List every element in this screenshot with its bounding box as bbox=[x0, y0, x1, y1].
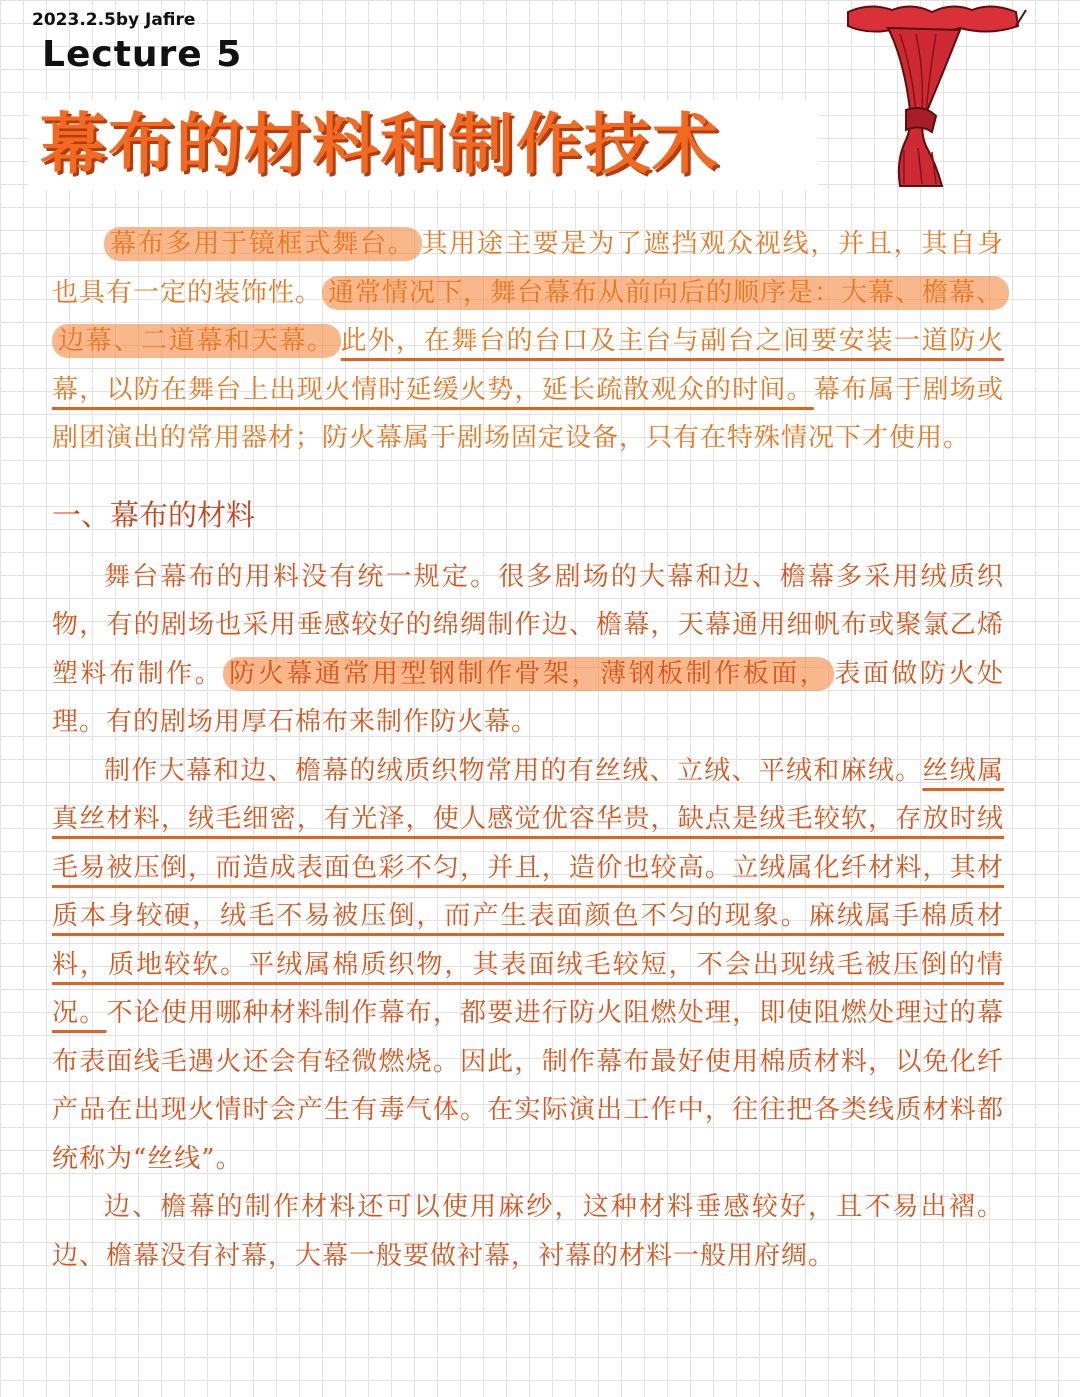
materials-paragraph-2 bbox=[52, 747, 1004, 1184]
highlight-mark: 通常情况下，舞台幕布从前向后的顺序是：大幕、檐幕、边幕、二道幕和天幕。 bbox=[52, 276, 1009, 359]
materials-paragraph-1 bbox=[52, 553, 1004, 747]
underlined-text: 丝绒属真丝材料，绒毛细密，有光泽，使人感觉优容华贵，缺点是绒毛较软，存放时绒毛易被压倒，而造成表面色彩不匀，并且，造价也较高。立绒属化纤材料，其材质本身较硬，绒毛不易被压倒，而产生表面颜色不匀的现象。麻绒属手棉质材料，质地较软。平绒属棉质织物，其表面绒毛较短，不会出现绒毛被压倒的情况。 bbox=[52, 755, 1004, 1028]
intro-paragraph bbox=[52, 220, 1004, 463]
materials-text: 舞台幕布的用料没有统一规定。很多剧场的大幕和边、檐幕多采用绒质织物，有的剧场也采用垂感较好的绵绸制作边、檐幕，天幕通用细帆布或聚氯乙烯塑料布制作。 bbox=[52, 561, 1004, 689]
lecture-label: Lecture 5 bbox=[42, 34, 243, 75]
curtain-illustration bbox=[840, 0, 1040, 190]
velvet-intro: 制作大幕和边、檐幕的绒质织物常用的有丝绒、立绒、平绒和麻绒。 bbox=[104, 755, 923, 786]
highlight-mark: 幕布多用于镜框式舞台。 bbox=[104, 227, 422, 261]
intro-text-1: 其用途主要是为了遮挡观众视线，并且，其自身也具有一定的装饰性。 bbox=[52, 229, 1004, 308]
underlined-text: 此外，在舞台的台口及主台与副台之间要安装一道防火幕，以防在舞台上出现火情时延缓火势，延长疏散观众的时间。 bbox=[52, 326, 1004, 405]
section-heading: 一、幕布的材料 bbox=[52, 497, 256, 532]
highlight-mark: 防火幕通常用型钢制作骨架，薄钢板制作板面， bbox=[223, 657, 834, 691]
materials-text-tail: 表面做防火处理。有的剧场用厚石棉布来制作防火幕。 bbox=[52, 658, 1004, 737]
notes-body bbox=[52, 220, 1004, 1280]
date-label: 2023.2.5by Jafire bbox=[32, 10, 196, 30]
page-title: 幕布的材料和制作技术 bbox=[40, 106, 720, 183]
velvet-tail: 不论使用哪种材料制作幕布，都要进行防火阻燃处理，即使阻燃处理过的幕布表面线毛遇火还会有轻微燃烧。因此，制作幕布最好使用棉质材料，以免化纤产品在出现火情时会产生有毒气体。在实际演出工作中，往往把各类线质材料都统称为“丝线”。 bbox=[52, 998, 1004, 1174]
materials-paragraph-3: 边、檐幕的制作材料还可以使用麻纱，这种材料垂感较好，且不易出褶。边、檐幕没有衬幕，大幕一般要做衬幕，衬幕的材料一般用府绸。 bbox=[52, 1192, 1004, 1271]
intro-text-2: 幕布属于剧场或剧团演出的常用器材；防火幕属于剧场固定设备，只有在特殊情况下才使用。 bbox=[52, 374, 1004, 453]
